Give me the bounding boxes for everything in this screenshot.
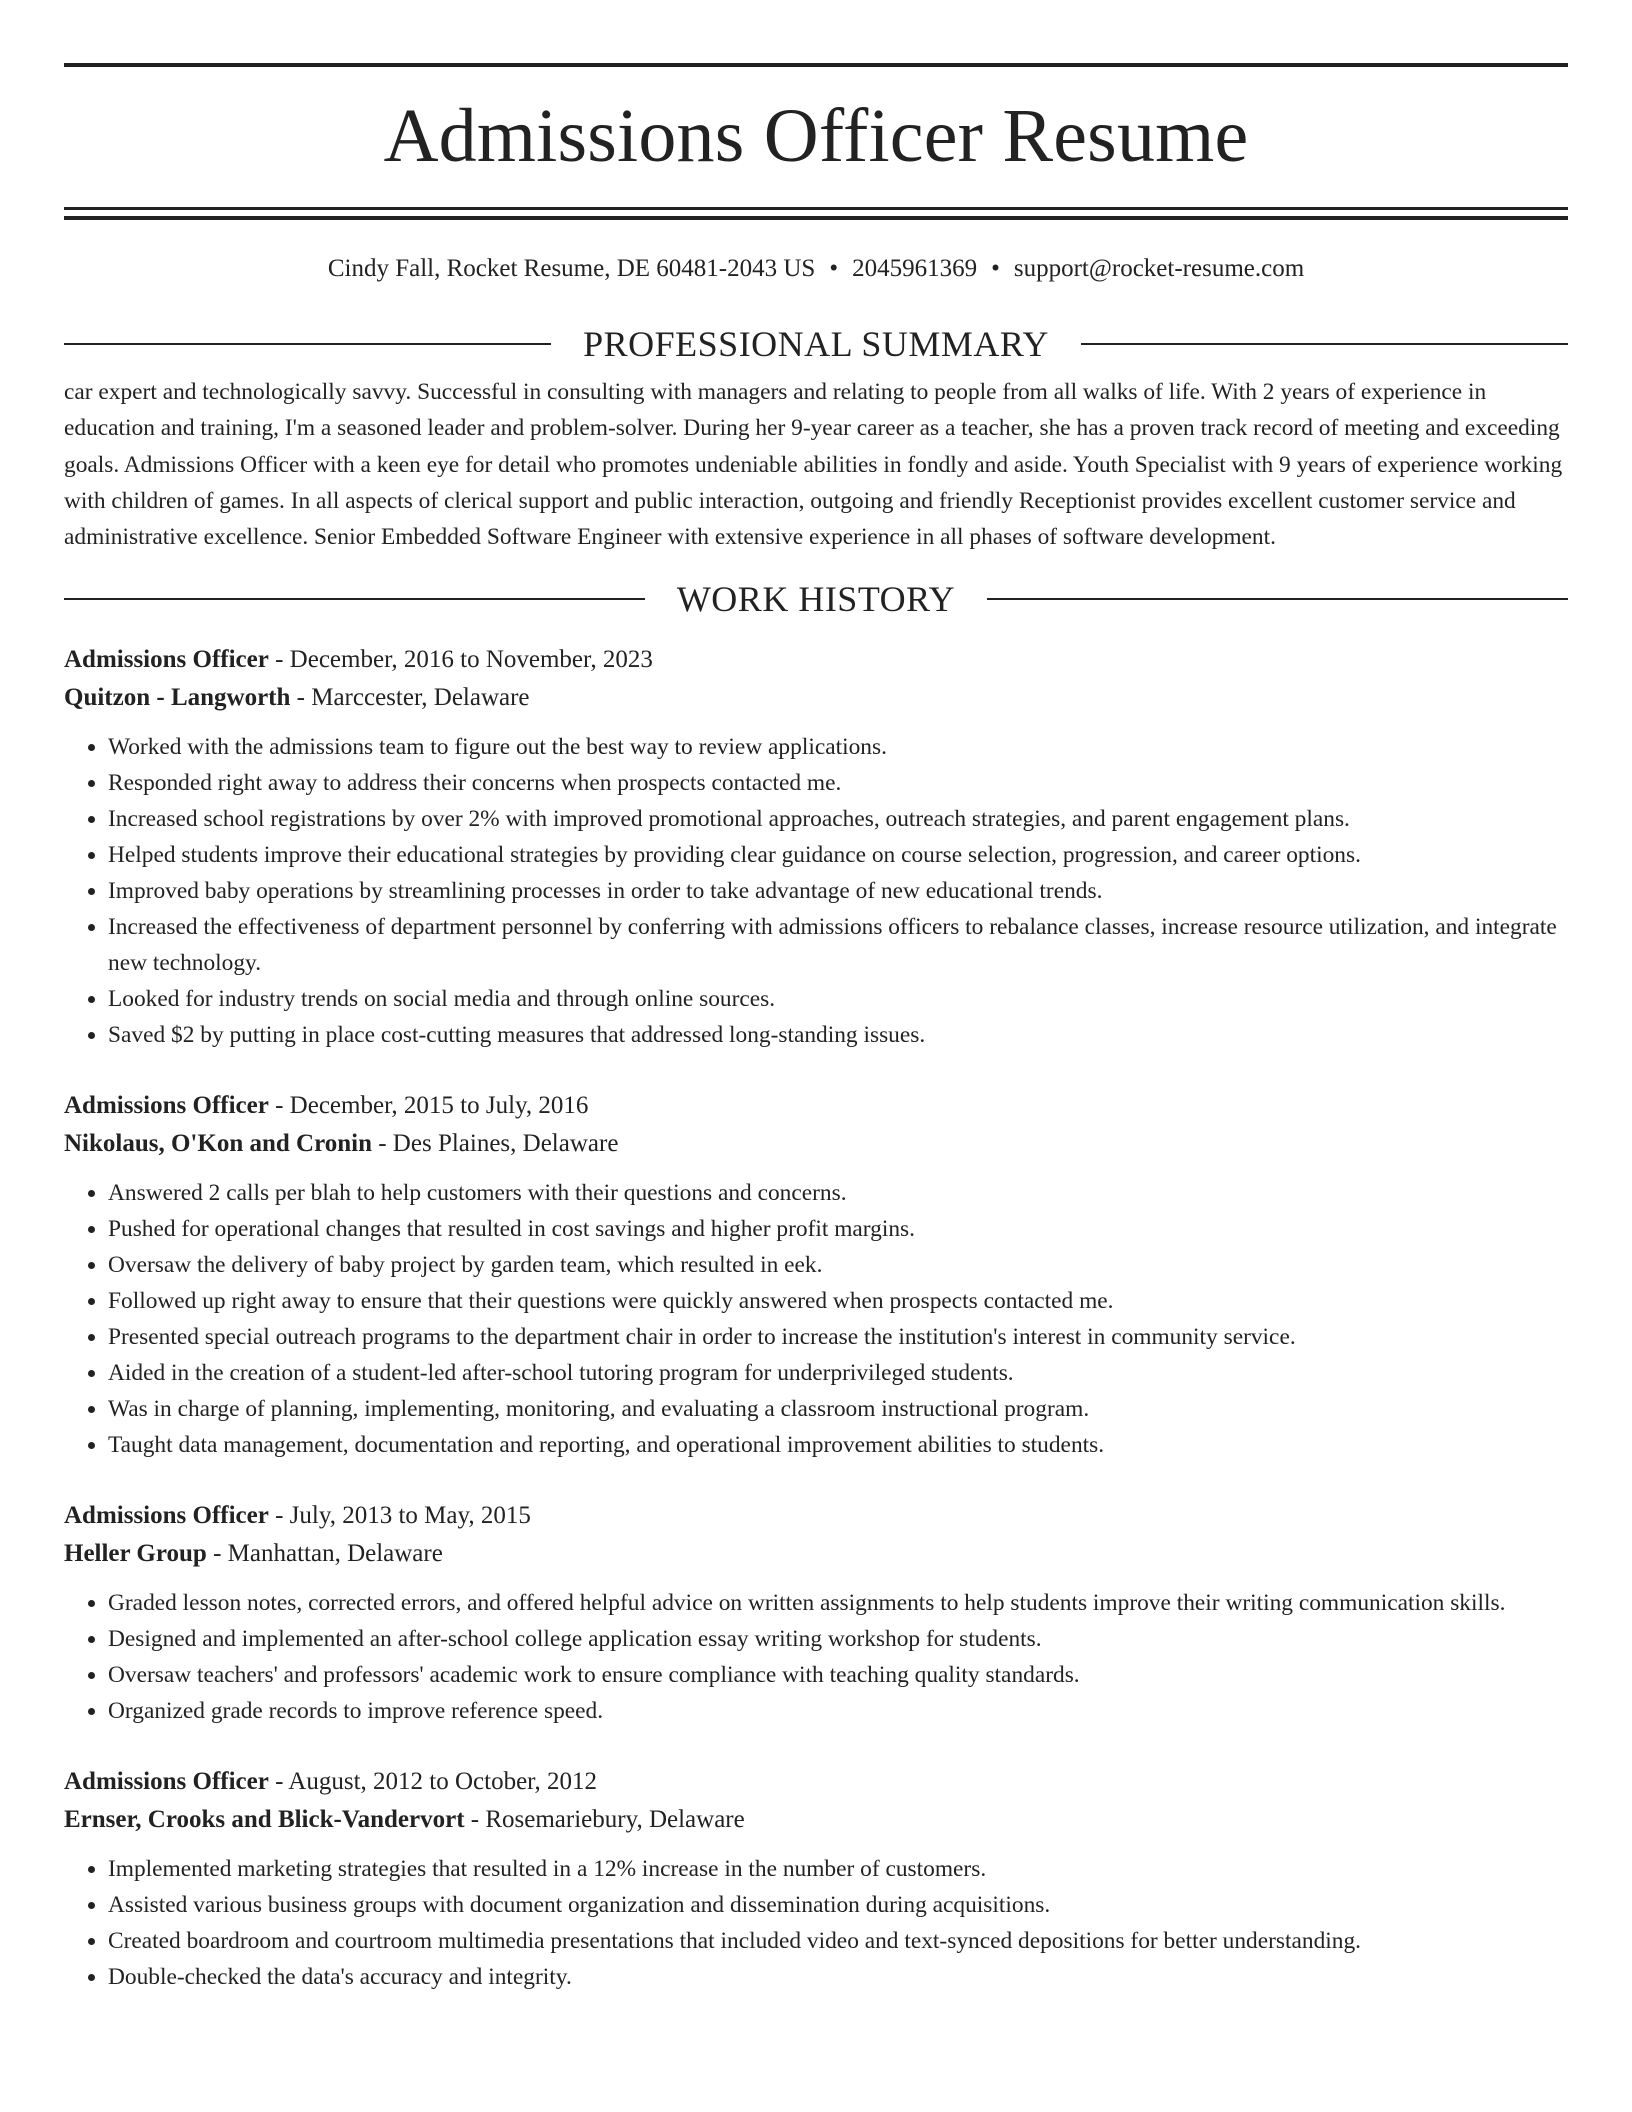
heading-rule-right bbox=[987, 598, 1568, 600]
job-bullet: • Increased the effectiveness of department personnel by conferring with admissions officers to rebalance classes, increase resource utilization, and integrate new technology. bbox=[108, 909, 1568, 981]
job-location: - Des Plaines, Delaware bbox=[371, 1130, 619, 1158]
job-bullets bbox=[64, 1175, 1568, 1463]
job-location: - Marccester, Delaware bbox=[290, 684, 530, 712]
job-bullet: • Answered 2 calls per blah to help customers with their questions and concerns. bbox=[108, 1175, 1568, 1211]
work-history-heading-label: WORK HISTORY bbox=[676, 579, 956, 620]
contact-separator: • bbox=[829, 255, 839, 282]
job-bullet: • Organized grade records to improve reference speed. bbox=[108, 1693, 1568, 1729]
job-company-line bbox=[64, 1801, 1568, 1839]
job-bullet: • Aided in the creation of a student-led after-school tutoring program for underprivileged students. bbox=[108, 1355, 1568, 1391]
heading-rule-left bbox=[64, 343, 551, 345]
job-bullet: • Implemented marketing strategies that resulted in a 12% increase in the number of customers. bbox=[108, 1851, 1568, 1887]
job-company: Ernser, Crooks and Blick-Vandervort bbox=[64, 1806, 465, 1834]
job-location: - Rosemariebury, Delaware bbox=[464, 1806, 745, 1834]
job-entry bbox=[64, 1087, 1568, 1463]
job-title: Admissions Officer bbox=[64, 646, 269, 674]
contact-line bbox=[64, 254, 1568, 284]
contact-phone: 2045961369 bbox=[852, 255, 978, 282]
job-bullets bbox=[64, 1585, 1568, 1729]
job-company-line bbox=[64, 679, 1568, 717]
resume-page bbox=[64, 0, 1568, 2029]
job-dates: - December, 2016 to November, 2023 bbox=[268, 646, 653, 674]
heading-rule-left bbox=[64, 598, 645, 600]
job-bullet: • Increased school registrations by over 2% with improved promotional approaches, outreach strategies, and parent engagement plans. bbox=[108, 801, 1568, 837]
job-title-line bbox=[64, 1763, 1568, 1801]
job-bullet: • Pushed for operational changes that resulted in cost savings and higher profit margins. bbox=[108, 1211, 1568, 1247]
summary-heading bbox=[64, 324, 1568, 364]
job-bullet: • Followed up right away to ensure that their questions were quickly answered when prospects contacted me. bbox=[108, 1283, 1568, 1319]
title-double-rule bbox=[64, 207, 1568, 220]
heading-rule-right bbox=[1081, 343, 1568, 345]
job-title: Admissions Officer bbox=[64, 1502, 269, 1530]
contact-separator: • bbox=[991, 255, 1000, 282]
job-bullet: • Responded right away to address their concerns when prospects contacted me. bbox=[108, 765, 1568, 801]
job-dates: - August, 2012 to October, 2012 bbox=[268, 1768, 597, 1796]
job-bullet: • Created boardroom and courtroom multimedia presentations that included video and text-synced depositions for better understanding. bbox=[108, 1923, 1568, 1959]
job-title-line bbox=[64, 641, 1568, 679]
summary-text: car expert and technologically savvy. Successful in consulting with managers and relating to people from all walks of life. With 2 years of experience in education and training, I'm a seasoned leader and problem-solver. During her 9-year career as a teacher, she has a proven track record of meeting and exceeding goals. Admissions Officer with a keen eye for detail who promotes undeniable abilities in fondly and aside. Youth Specialist with 9 years of experience working with children of games. In all aspects of clerical support and public interaction, outgoing and friendly Receptionist provides excellent customer service and administrative excellence. Senior Embedded Software Engineer with extensive experience in all phases of software development. bbox=[64, 379, 1563, 551]
job-bullet: • Worked with the admissions team to figure out the best way to review applications. bbox=[108, 729, 1568, 765]
summary-heading-label: PROFESSIONAL SUMMARY bbox=[583, 324, 1049, 364]
job-bullet: • Saved $2 by putting in place cost-cutting measures that addressed long-standing issues. bbox=[108, 1017, 1568, 1053]
job-bullet: • Helped students improve their educational strategies by providing clear guidance on course selection, progression, and career options. bbox=[108, 837, 1568, 873]
job-entry bbox=[64, 641, 1568, 1053]
job-bullet: • Improved baby operations by streamlining processes in order to take advantage of new educational trends. bbox=[108, 873, 1568, 909]
job-company-line bbox=[64, 1125, 1568, 1163]
job-bullet: • Double-checked the data's accuracy and integrity. bbox=[108, 1959, 1568, 1995]
job-list bbox=[64, 641, 1568, 1995]
job-bullets bbox=[64, 1851, 1568, 1995]
job-title: Admissions Officer bbox=[64, 1768, 269, 1796]
contact-address: Cindy Fall, Rocket Resume, DE 60481-2043 US bbox=[327, 255, 816, 282]
resume-title: Admissions Officer Resume bbox=[383, 94, 1249, 178]
job-entry bbox=[64, 1763, 1568, 1995]
job-bullets bbox=[64, 729, 1568, 1053]
job-title: Admissions Officer bbox=[64, 1092, 269, 1120]
job-bullet: • Presented special outreach programs to the department chair in order to increase the institution's interest in community service. bbox=[108, 1319, 1568, 1355]
job-bullet: • Oversaw the delivery of baby project by garden team, which resulted in eek. bbox=[108, 1247, 1568, 1283]
job-location: - Manhattan, Delaware bbox=[206, 1540, 443, 1568]
job-dates: - July, 2013 to May, 2015 bbox=[268, 1502, 531, 1530]
top-rule bbox=[64, 63, 1568, 67]
job-bullet: • Was in charge of planning, implementing, monitoring, and evaluating a classroom instructional program. bbox=[108, 1391, 1568, 1427]
job-dates: - December, 2015 to July, 2016 bbox=[268, 1092, 589, 1120]
job-bullet: • Designed and implemented an after-school college application essay writing workshop for students. bbox=[108, 1621, 1568, 1657]
job-company: Heller Group bbox=[64, 1540, 207, 1568]
job-title-line bbox=[64, 1087, 1568, 1125]
job-entry bbox=[64, 1497, 1568, 1729]
job-company: Quitzon - Langworth bbox=[64, 684, 291, 712]
job-company: Nikolaus, O'Kon and Cronin bbox=[64, 1130, 372, 1158]
job-bullet: • Taught data management, documentation and reporting, and operational improvement abilities to students. bbox=[108, 1427, 1568, 1463]
job-bullet: • Assisted various business groups with document organization and dissemination during acquisitions. bbox=[108, 1887, 1568, 1923]
job-company-line bbox=[64, 1535, 1568, 1573]
job-bullet: • Graded lesson notes, corrected errors, and offered helpful advice on written assignments to help students improve their writing communication skills. bbox=[108, 1585, 1568, 1621]
contact-email: support@rocket-resume.com bbox=[1013, 255, 1305, 282]
job-bullet: • Oversaw teachers' and professors' academic work to ensure compliance with teaching quality standards. bbox=[108, 1657, 1568, 1693]
job-bullet: • Looked for industry trends on social media and through online sources. bbox=[108, 981, 1568, 1017]
job-title-line bbox=[64, 1497, 1568, 1535]
work-history-heading bbox=[64, 579, 1568, 619]
